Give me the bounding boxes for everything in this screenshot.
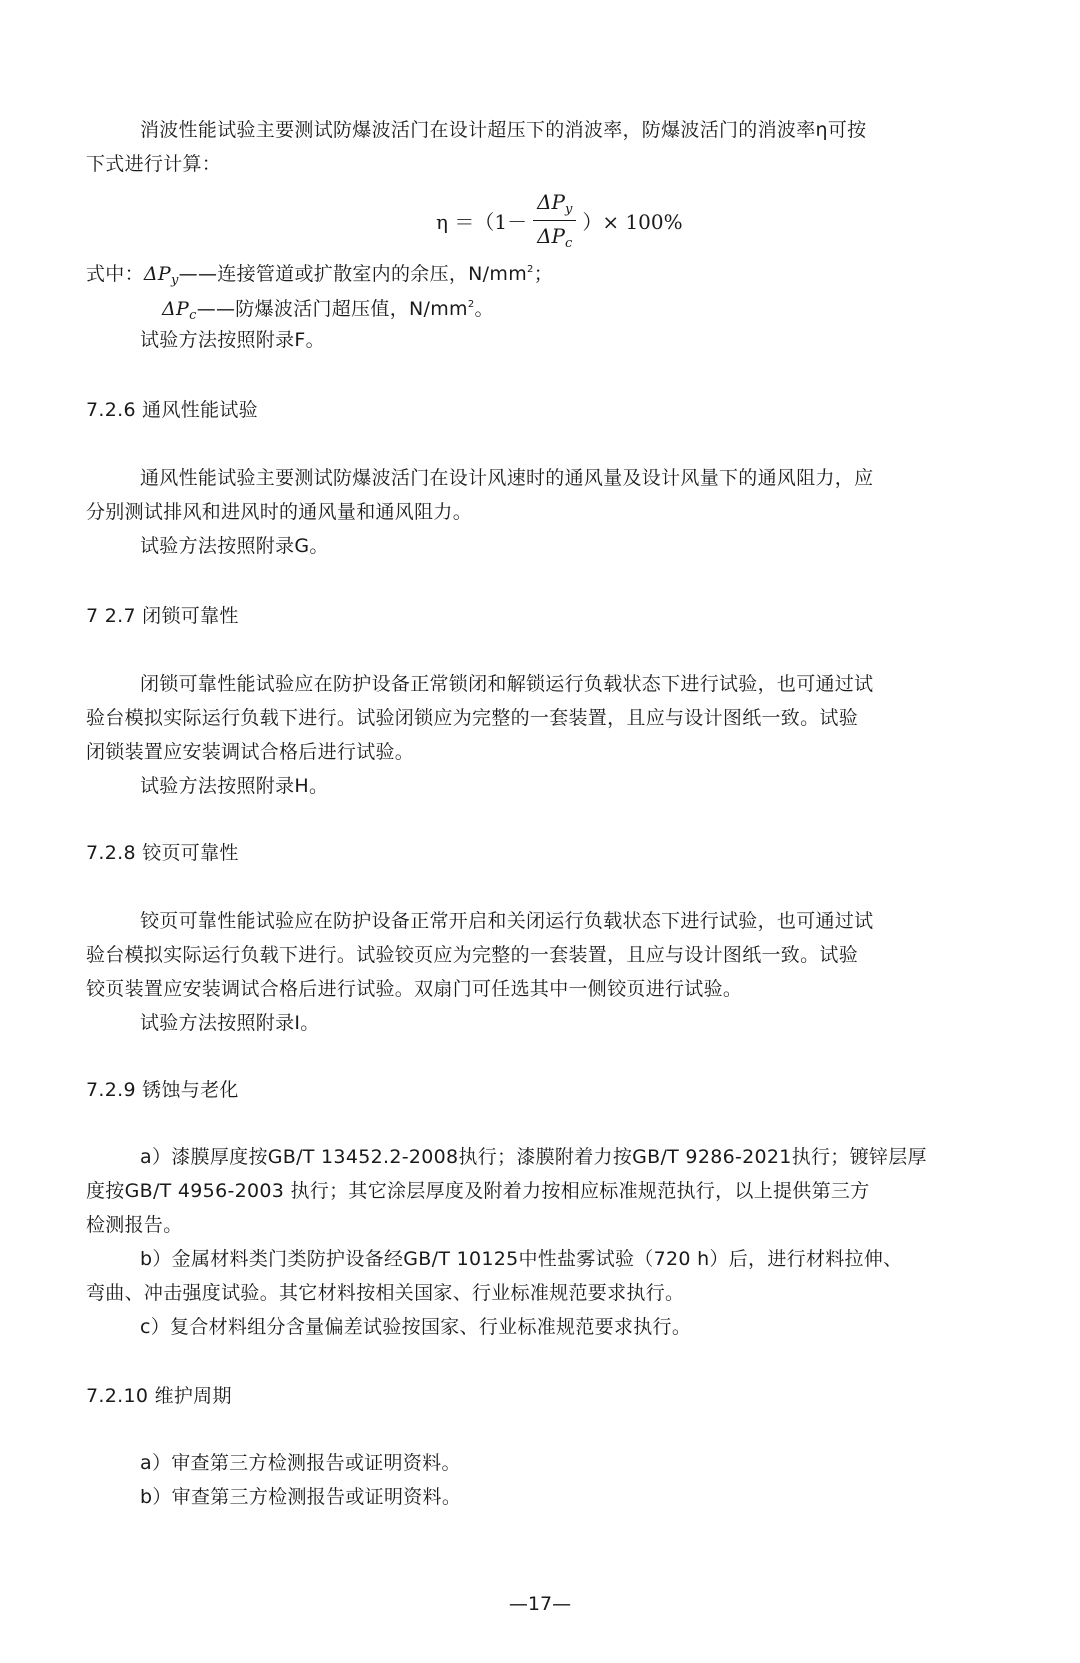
s729-a-line1: a）漆膜厚度按GB/T 13452.2-2008执行；漆膜附着力按GB/T 9286-2021执行；镀锌层厚 — [140, 1146, 927, 1168]
s729-heading: 7.2.9 锈蚀与老化 — [86, 1079, 239, 1101]
s726-line2: 分别测试排风和进风时的通风量和通风阻力。 — [86, 501, 473, 523]
s7210-item-a: a）审查第三方检测报告或证明资料。 — [140, 1452, 461, 1474]
s725-line2: 下式进行计算： — [86, 153, 222, 175]
formula-lhs: η ＝（1－ — [436, 209, 528, 234]
s725-def1: 式中：$\Delta P_y——$连接管道或扩散室内的余压，$N/mm^2$； — [86, 263, 553, 288]
s729-a-line3: 检测报告。 — [86, 1214, 183, 1236]
formula-rhs: ）× 100% — [582, 209, 683, 234]
s728-line2: 验台模拟实际运行负载下进行。试验铰页应为完整的一套装置，且应与设计图纸一致。试验 — [86, 944, 859, 966]
s7210-item-b: b）审查第三方检测报告或证明资料。 — [140, 1486, 462, 1508]
s728-line3: 铰页装置应安装调试合格后进行试验。双扇门可任选其中一侧铰页进行试验。 — [86, 978, 743, 1000]
s726-method: 试验方法按照附录G。 — [140, 535, 329, 557]
formula-fraction — [533, 190, 576, 251]
formula-denominator: $\Delta P_c$ — [537, 223, 573, 251]
formula-numerator: $\Delta P_y$ — [533, 190, 576, 221]
s727-line1: 闭锁可靠性能试验应在防护设备正常锁闭和解锁运行负载状态下进行试验，也可通过试 — [140, 673, 874, 695]
s728-method: 试验方法按照附录I。 — [140, 1012, 320, 1034]
s728-heading: 7.2.8 铰页可靠性 — [86, 842, 239, 864]
efficiency-formula — [436, 188, 683, 252]
s727-line2: 验台模拟实际运行负载下进行。试验闭锁应为完整的一套装置，且应与设计图纸一致。试验 — [86, 707, 859, 729]
page-number: —17— — [508, 1593, 572, 1615]
s725-method: 试验方法按照附录F。 — [140, 329, 325, 351]
s7210-heading: 7.2.10 维护周期 — [86, 1385, 232, 1407]
s727-line3: 闭锁装置应安装调试合格后进行试验。 — [86, 741, 415, 763]
s726-heading: 7.2.6 通风性能试验 — [86, 399, 258, 421]
s726-line1: 通风性能试验主要测试防爆波活门在设计风速时的通风量及设计风量下的通风阻力，应 — [140, 467, 874, 489]
s725-def2: $\Delta P_c——$防爆波活门超压值，$N/mm^2$。 — [162, 298, 494, 323]
s729-c-line1: c）复合材料组分含量偏差试验按国家、行业标准规范要求执行。 — [140, 1316, 692, 1338]
s729-a-line2: 度按GB/T 4956-2003 执行；其它涂层厚度及附着力按相应标准规范执行，以上提供第三方 — [86, 1180, 870, 1202]
s725-line1: 消波性能试验主要测试防爆波活门在设计超压下的消波率，防爆波活门的消波率η可按 — [140, 119, 867, 141]
s727-method: 试验方法按照附录H。 — [140, 775, 329, 797]
s728-line1: 铰页可靠性能试验应在防护设备正常开启和关闭运行负载状态下进行试验，也可通过试 — [140, 910, 874, 932]
s729-b-line2: 弯曲、冲击强度试验。其它材料按相关国家、行业标准规范要求执行。 — [86, 1282, 685, 1304]
s729-b-line1: b）金属材料类门类防护设备经GB/T 10125中性盐雾试验（720 h）后，进行材料拉伸、 — [140, 1248, 903, 1270]
s727-heading: 7 2.7 闭锁可靠性 — [86, 605, 239, 627]
